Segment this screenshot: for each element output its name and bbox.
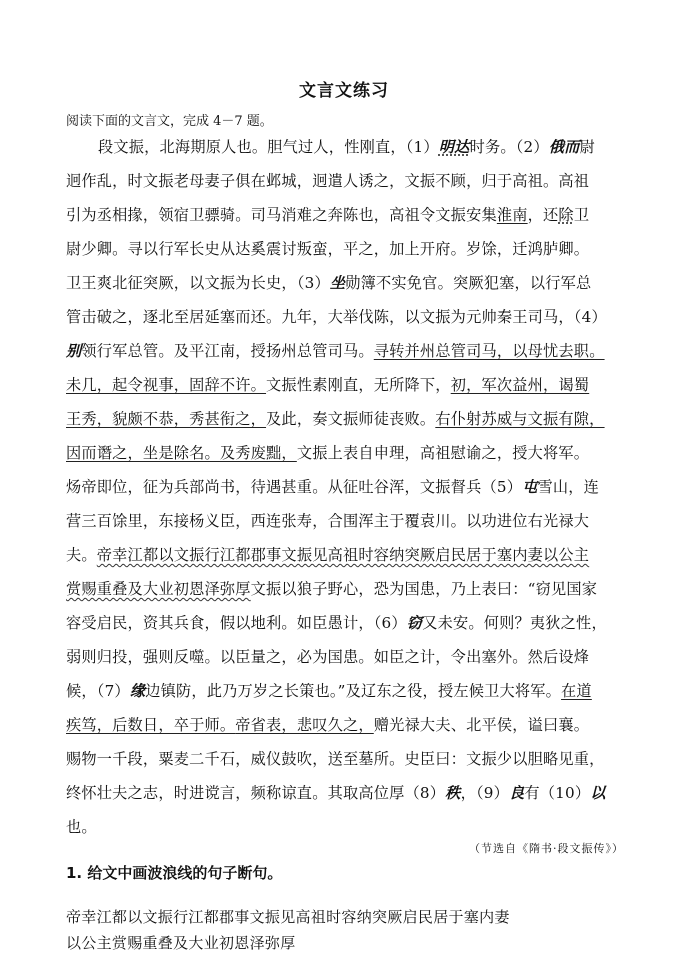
passage-line: 未几，起令视事，固辞不许。文振性素刚直，无所降下，初，军次益州，谒蜀 [66, 376, 590, 394]
passage-line: 段文振，北海期原人也。胆气过人，性刚直，（1）明达时务。（2）俄而尉 [98, 138, 595, 156]
passage-line: 王秀，貌颇不恭，秀甚衔之，及此，奏文振师徒丧败。右仆射苏威与文振有隙， [66, 410, 605, 428]
answer-line: 帝幸江都以文振行江都郡事文振见高祖时容纳突厥启民居于塞内妻 [66, 908, 510, 926]
underlined-sentence: 帝省表，悲叹久之， [235, 716, 374, 734]
key-term: 除 [558, 206, 574, 224]
key-term: 以 [590, 784, 606, 802]
passage-line: 尉少卿。寻以行军长史从达奚震讨叛蛮，平之，加上开府。岁馀，迁鸿胪卿。 [66, 240, 590, 258]
key-term: 别 [66, 342, 82, 360]
underlined-sentence: 右仆射苏威与文振有隙， [435, 410, 605, 428]
underlined-sentence: 寻转并州总管司马，以母忧去职。 [373, 342, 605, 360]
passage-line: 赐物一千段，粟麦二千石，威仪鼓吹，送至墓所。史臣曰：文振少以胆略见重， [66, 750, 605, 768]
answer-line: 以公主赏赐重叠及大业初恩泽弥厚 [66, 934, 296, 952]
underlined-sentence: 初，军次益州，谒蜀 [450, 376, 590, 394]
passage-line: 赏赐重叠及大业初恩泽弥厚文振以狼子野心，恐为国患，乃上表曰：“窃见国家 [66, 580, 598, 598]
key-term: 明达 [438, 138, 470, 156]
underlined-sentence: 王秀，貌颇不恭，秀甚衔之， [66, 410, 267, 428]
key-term: 缘 [129, 682, 146, 700]
key-term: 窃 [406, 614, 423, 632]
passage-line: 疾笃，后数日，卒于师。帝省表，悲叹久之，赠光禄大夫、北平侯，谥曰襄。 [66, 716, 590, 734]
passage-line: 管击破之，逐北至居延塞而还。九年，大举伐陈，以文振为元帅秦王司马，（4） [66, 308, 607, 326]
key-term: 坐 [329, 274, 346, 292]
passage-line: 别领行军总管。及平江南，授扬州总管司马。寻转并州总管司马，以母忧去职。 [66, 342, 605, 360]
passage-line: 弱则归投，强则反噬。以臣量之，必为国患。如臣之计，令出塞外。然后设烽 [66, 648, 590, 666]
passage-line: 候，（7）缘边镇防，此乃万岁之长策也。”及辽东之役，授左候卫大将军。在道 [66, 682, 592, 700]
passage-line: 容受启民，资其兵食，假以地利。如臣愚计，（6）窃又未安。何则？夷狄之性， [66, 614, 607, 632]
key-term: 俄而 [548, 138, 580, 156]
passage-line: 炀帝即位，征为兵部尚书，待遇甚重。从征吐谷浑，文振督兵（5）屯雪山，连 [66, 478, 600, 496]
instructions: 阅读下面的文言文，完成 4－7 题。 [66, 114, 273, 129]
underlined-sentence: 疾笃，后数日，卒于师。 [66, 716, 236, 734]
question-heading: 1. 给文中画波浪线的句子断句。 [66, 864, 283, 882]
passage-line: 终怀壮夫之志，时进谠言，频称谅直。其取高位厚（8）秩，（9）良有（10）以 [66, 784, 606, 802]
page-title: 文言文练习 [299, 81, 389, 101]
passage-line: 夫。帝幸江都以文振行江都郡事文振见高祖时容纳突厥启民居于塞内妻以公主 [66, 546, 590, 564]
underlined-sentence: 在道 [561, 682, 592, 700]
passage-line: 引为丞相掾，领宿卫骠骑。司马消难之奔陈也，高祖令文振安集淮南，还除卫 [66, 206, 590, 224]
key-term: 屯 [522, 478, 538, 496]
passage-line: 也。 [66, 818, 97, 836]
underlined-sentence: 未几，起令视事，固辞不许。 [66, 376, 267, 394]
passage-line: 因而谮之，坐是除名。及秀废黜，文振上表自申理，高祖慰谕之，授大将军。 [66, 444, 590, 462]
passage-line: 迥作乱，时文振老母妻子俱在邺城，迥遣人诱之，文振不顾，归于高祖。高祖 [66, 172, 590, 190]
key-term: 良 [509, 784, 525, 802]
key-term: 秩 [445, 784, 461, 802]
source-citation: （节选自《隋书·段文振传》） [469, 842, 624, 855]
underlined-sentence: 因而谮之，坐是除名。及秀废黜， [66, 444, 297, 462]
passage-line: 营三百馀里，东接杨义臣，西连张寿，合围浑主于覆袁川。以功进位右光禄大 [66, 512, 590, 530]
wavy-underlined-sentence: 帝幸江都以文振行江都郡事文振见高祖时容纳突厥启民居于塞内妻以公主 [96, 546, 590, 564]
passage-line: 卫王爽北征突厥，以文振为长史，（3）坐勋簿不实免官。突厥犯塞，以行军总 [66, 274, 592, 292]
wavy-underlined-sentence: 赏赐重叠及大业初恩泽弥厚 [66, 580, 251, 598]
